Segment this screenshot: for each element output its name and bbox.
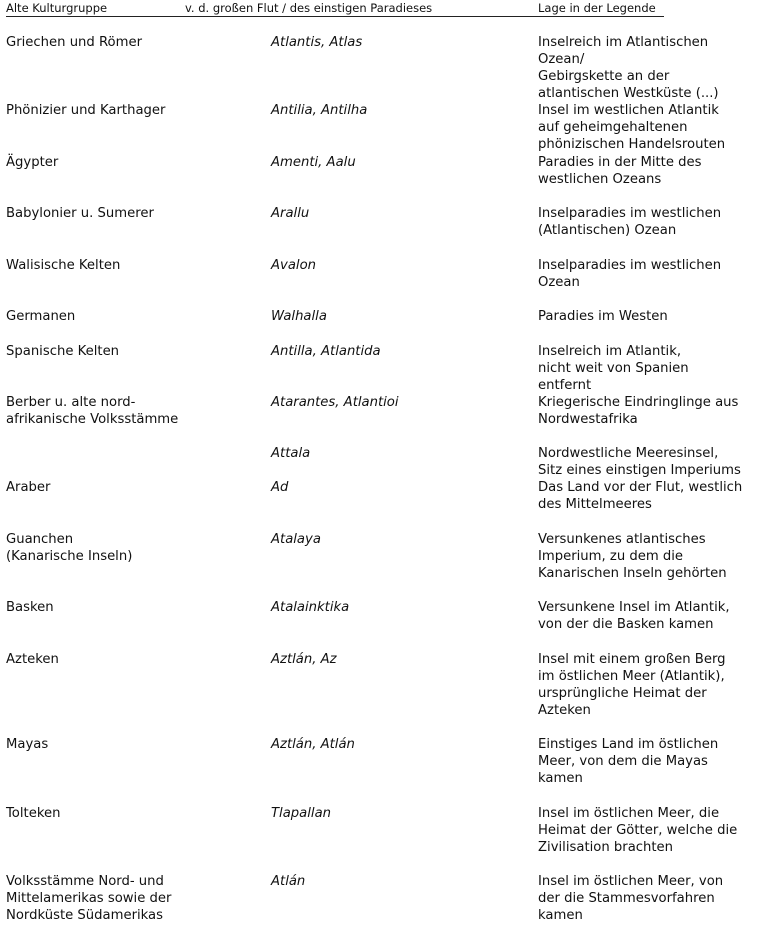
- location-cell: Kriegerische Eindringlinge aus Nordwestafrika: [538, 395, 739, 427]
- name-cell: Atalainktika: [271, 600, 350, 615]
- culture-cell: Babylonier u. Sumerer: [6, 206, 154, 221]
- header-name: v. d. großen Flut / des einstigen Paradieses: [185, 1, 433, 15]
- name-cell: Antilia, Antilha: [271, 103, 368, 118]
- location-cell: Inselreich im Atlantik, nicht weit von Spanien entfernt: [538, 344, 689, 393]
- location-cell: Paradies in der Mitte des westlichen Ozeans: [538, 155, 702, 187]
- culture-cell: Mayas: [6, 737, 49, 752]
- culture-cell: Griechen und Römer: [6, 35, 142, 50]
- location-cell: Insel mit einem großen Berg im östlichen Meer (Atlantik), ursprüngliche Heimat der Azteken: [538, 652, 726, 718]
- location-cell: Insel im westlichen Atlantik auf geheimgehaltenen phönizischen Handelsrouten: [538, 103, 726, 152]
- header-culture-group: Alte Kulturgruppe: [6, 1, 108, 15]
- culture-cell: Berber u. alte nord- afrikanische Volksstämme: [6, 395, 179, 427]
- name-cell: Atalaya: [271, 532, 321, 547]
- culture-cell: Walisische Kelten: [6, 258, 121, 273]
- name-cell: Atlantis, Atlas: [271, 35, 363, 50]
- culture-cell: Basken: [6, 600, 54, 615]
- culture-cell: Guanchen (Kanarische Inseln): [6, 532, 133, 564]
- culture-cell: Azteken: [6, 652, 59, 667]
- name-cell: Tlapallan: [271, 806, 332, 821]
- name-cell: Atarantes, Atlantioi: [271, 395, 399, 410]
- header-location: Lage in der Legende: [538, 1, 656, 15]
- table-header: [6, 0, 664, 17]
- culture-cell: Tolteken: [6, 806, 61, 821]
- location-cell: Nordwestliche Meeresinsel, Sitz eines einstigen Imperiums: [538, 446, 741, 478]
- culture-cell: Phönizier und Karthager: [6, 103, 166, 118]
- location-cell: Insel im östlichen Meer, von der die Stammesvorfahren kamen: [538, 874, 724, 923]
- location-cell: Das Land vor der Flut, westlich des Mittelmeeres: [538, 480, 743, 512]
- culture-cell: Spanische Kelten: [6, 344, 120, 359]
- culture-cell: Ägypter: [6, 155, 59, 170]
- location-cell: Insel im östlichen Meer, die Heimat der Götter, welche die Zivilisation brachten: [538, 806, 738, 855]
- location-cell: Paradies im Westen: [538, 309, 668, 324]
- culture-cell: Germanen: [6, 309, 76, 324]
- culture-cell: Araber: [6, 480, 51, 495]
- culture-cell: Volksstämme Nord- und Mittelamerikas sowie der Nordküste Südamerikas: [6, 874, 172, 923]
- name-cell: Aztlán, Az: [271, 652, 337, 667]
- location-cell: Versunkenes atlantisches Imperium, zu dem die Kanarischen Inseln gehörten: [538, 532, 727, 581]
- name-cell: Arallu: [271, 206, 310, 221]
- name-cell: Ad: [271, 480, 289, 495]
- name-cell: Avalon: [271, 258, 316, 273]
- location-cell: Inselparadies im westlichen Ozean: [538, 258, 722, 290]
- name-cell: Amenti, Aalu: [271, 155, 356, 170]
- name-cell: Atlán: [271, 874, 306, 889]
- location-cell: Einstiges Land im östlichen Meer, von dem die Mayas kamen: [538, 737, 719, 786]
- location-cell: Versunkene Insel im Atlantik, von der die Basken kamen: [538, 600, 730, 632]
- location-cell: Inselparadies im westlichen (Atlantischen) Ozean: [538, 206, 722, 238]
- location-cell: Inselreich im Atlantischen Ozean/ Gebirgskette an der atlantischen Westküste (...): [538, 35, 719, 101]
- name-cell: Attala: [271, 446, 311, 461]
- name-cell: Walhalla: [271, 309, 327, 324]
- name-cell: Antilla, Atlantida: [271, 344, 381, 359]
- name-cell: Aztlán, Atlán: [271, 737, 355, 752]
